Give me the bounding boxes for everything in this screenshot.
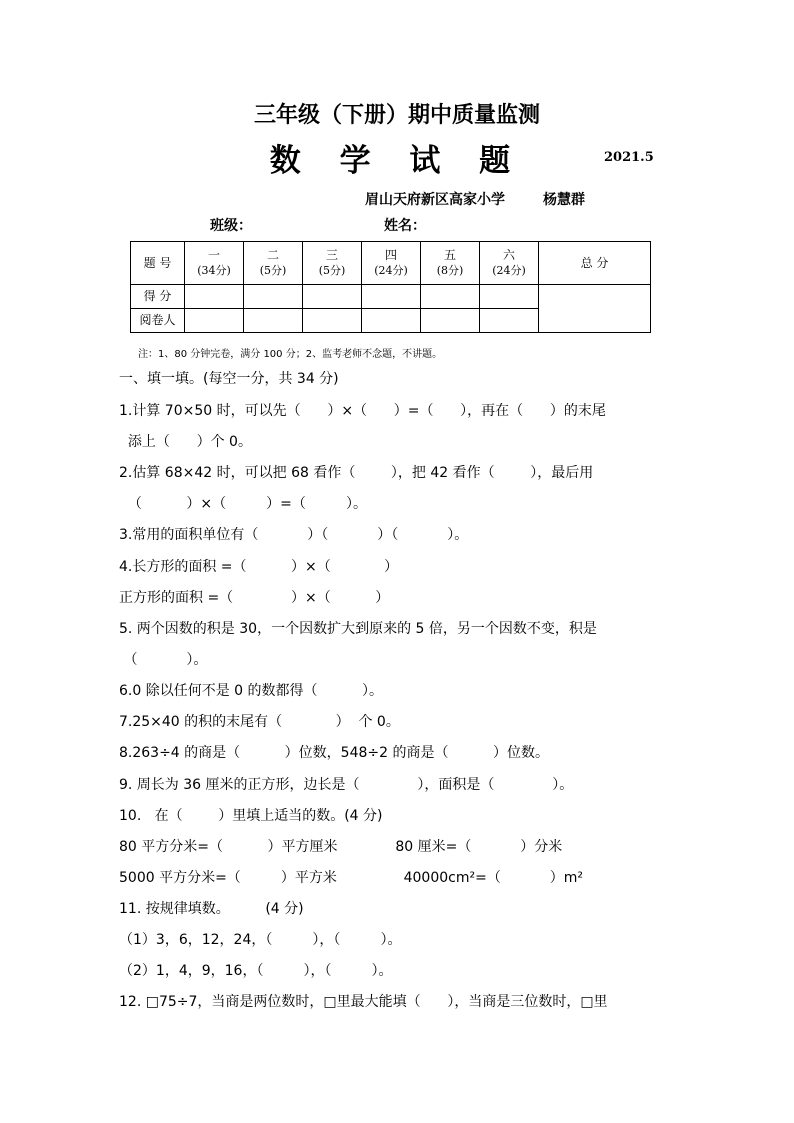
total-score-cell[interactable] <box>539 285 651 333</box>
grader-cell[interactable] <box>362 309 421 333</box>
question-10: 10. 在（ ）里填上适当的数。(4 分) <box>119 808 383 824</box>
score-cell[interactable] <box>185 285 244 309</box>
class-label: 班级： <box>210 218 252 234</box>
grader-cell[interactable] <box>480 309 539 333</box>
grader-cell[interactable] <box>185 309 244 333</box>
score-cell[interactable] <box>362 285 421 309</box>
section-5-header: 五 (8分) <box>421 242 480 285</box>
score-table-header-row <box>131 242 651 285</box>
score-cell[interactable] <box>421 285 480 309</box>
grader-cell[interactable] <box>303 309 362 333</box>
score-table <box>130 241 651 333</box>
question-2-line-2: （ ）×（ ）=（ ）。 <box>119 496 367 512</box>
question-1-line-2: 添上（ ）个 0。 <box>119 434 252 450</box>
question-9: 9. 周长为 36 厘米的正方形，边长是（ ），面积是（ ）。 <box>119 777 574 793</box>
question-12: 12. □75÷7，当商是两位数时，□里最大能填（ ），当商是三位数时，□里 <box>119 994 608 1010</box>
question-5-line-1: 5. 两个因数的积是 30，一个因数扩大到原来的 5 倍，另一个因数不变，积是 <box>119 621 597 637</box>
grader-cell[interactable] <box>421 309 480 333</box>
question-4-line-1: 4.长方形的面积 =（ ）×（ ） <box>119 559 399 575</box>
question-3: 3.常用的面积单位有（ ）（ ）（ ）。 <box>119 527 469 543</box>
question-4-line-2: 正方形的面积 =（ ）×（ ） <box>119 590 390 606</box>
question-5-line-2: （ ）。 <box>119 652 208 668</box>
name-label: 姓名： <box>384 218 426 234</box>
score-row-label: 得 分 <box>131 285 185 309</box>
score-cell[interactable] <box>303 285 362 309</box>
question-number-label: 题 号 <box>131 242 185 285</box>
question-8: 8.263÷4 的商是（ ）位数，548÷2 的商是（ ）位数。 <box>119 745 549 761</box>
section-6-header: 六 (24分) <box>480 242 539 285</box>
question-10-row-2: 5000 平方分米=（ ）平方米 40000cm²=（ ）m² <box>119 870 584 886</box>
exam-subject-title: 数 学 试 题 <box>269 143 525 179</box>
score-cell[interactable] <box>244 285 303 309</box>
score-cell[interactable] <box>480 285 539 309</box>
total-score-label: 总 分 <box>539 242 651 285</box>
question-10-row-1: 80 平方分米=（ ）平方厘米 80 厘米=（ ）分米 <box>119 839 563 855</box>
section-2-header: 二 (5分) <box>244 242 303 285</box>
author-name: 杨慧群 <box>543 192 585 208</box>
question-11-part-2: （2）1，4，9，16，（ ），（ ）。 <box>119 963 393 979</box>
section-1-header: 一 (34分) <box>185 242 244 285</box>
school-name: 眉山天府新区高家小学 <box>365 192 505 208</box>
question-11-part-1: （1）3，6，12，24，（ ），（ ）。 <box>119 932 402 948</box>
question-11: 11. 按规律填数。 (4 分) <box>119 901 304 917</box>
exam-note: 注：1、80 分钟完卷，满分 100 分；2、监考老师不念题，不讲题。 <box>138 349 443 360</box>
question-2-line-1: 2.估算 68×42 时，可以把 68 看作（ ），把 42 看作（ ），最后用 <box>119 465 594 481</box>
grader-row-label: 阅卷人 <box>131 309 185 333</box>
section-4-header: 四 (24分) <box>362 242 421 285</box>
question-1-line-1: 1.计算 70×50 时，可以先（ ）×（ ）=（ ），再在（ ）的末尾 <box>119 403 606 419</box>
question-7: 7.25×40 的积的末尾有（ ） 个 0。 <box>119 714 400 730</box>
question-6: 6.0 除以任何不是 0 的数都得（ ）。 <box>119 683 384 699</box>
section-3-header: 三 (5分) <box>303 242 362 285</box>
exam-date: 2021.5 <box>604 150 654 165</box>
section-1-heading: 一、填一填。(每空一分，共 34 分) <box>119 371 339 387</box>
exam-grade-title: 三年级（下册）期中质量监测 <box>253 102 540 128</box>
score-row <box>131 285 651 309</box>
grader-cell[interactable] <box>244 309 303 333</box>
